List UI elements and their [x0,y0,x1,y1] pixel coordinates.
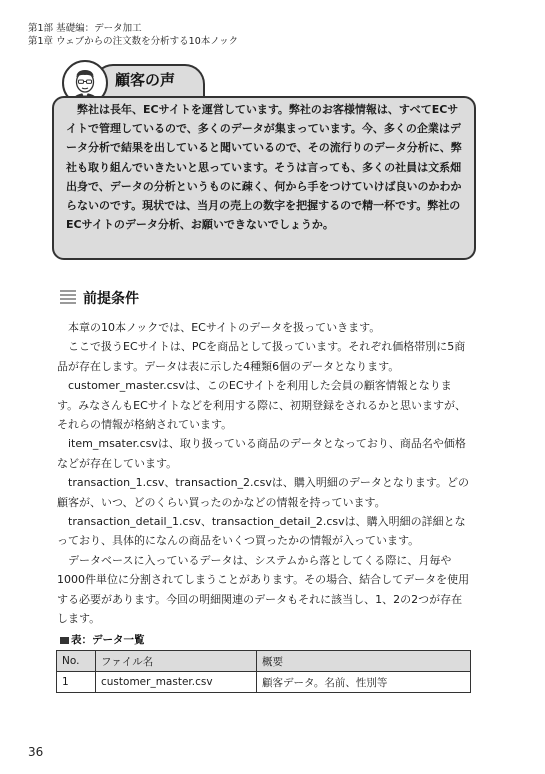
body-paragraph: item_msater.csvは、取り扱っている商品のデータとなっており、商品名や価格などが存在しています。 [57,437,466,470]
body-paragraph: ここで扱うECサイトは、PCを商品として扱っています。それぞれ価格帯別に5商品が存在します。データは表に示した4種類6個のデータとなります。 [57,340,466,373]
body-paragraph: transaction_detail_1.csv、transaction_detail_2.csvは、購入明細の詳細となっており、具体的になんの商品をいくつ買ったかの情報が入っています。 [57,515,466,548]
section-title: 前提条件 [83,291,139,307]
chapter-heading: 第1章 ウェブからの注文数を分析する10本ノック [28,36,239,47]
part-heading: 第1部 基礎編：データ加工 [28,23,142,34]
caption-marker-icon [60,637,69,644]
table-header-row [57,651,471,672]
section-heading-icon [60,290,76,308]
cell-filename: customer_master.csv [96,672,257,693]
cell-summary: 顧客データ。名前、性別等 [257,672,471,693]
customer-voice-paragraph: 弊社は長年、ECサイトを運営しています。弊社のお客様情報は、すべてECサイトで管理しているので、多くのデータが集まっています。今、多くの企業はデータ分析で結果を出していると聞いているので、その流行りのデータ分析に、弊社も取り組んでいきたいと思っています。そうは言っても、多くの社員は文系畑出身で、データの分析というものに疎く、何から手をつけていけば良いのかわからないのです。現状では、当月の売上の数字を把握するので精一杯です。弊社のECサイトのデータ分析、お願いできないでしょうか。 [66,103,462,232]
table-caption [60,632,145,647]
column-header-filename: ファイル名 [96,651,257,672]
section-body [57,318,471,629]
column-header-summary: 概要 [257,651,471,672]
table-row [57,672,471,693]
body-paragraph: transaction_1.csv、transaction_2.csvは、購入明細のデータとなります。どの顧客が、いつ、どのくらい買ったのかなどの情報を持っています。 [57,476,469,509]
body-paragraph: データベースに入っているデータは、システムから落としてくる際に、月毎や1000件単位に分割されてしまうことがあります。その場合、結合してデータを使用する必要があります。今回の明細関連のデータもそれに該当し、1、2の2つが存在します。 [57,553,470,626]
customer-voice-text [66,100,466,234]
cell-no: 1 [57,672,96,693]
page-number: 36 [28,745,44,759]
body-paragraph: 本章の10本ノックでは、ECサイトのデータを扱っていきます。 [57,321,381,334]
table-caption-text: 表：データ一覧 [71,634,145,646]
column-header-no: No. [57,651,96,672]
data-list-table [56,650,471,693]
customer-voice-title: 顧客の声 [115,71,176,89]
body-paragraph: customer_master.csvは、このECサイトを利用した会員の顧客情報となります。みなさんもECサイトなどを利用する際に、初期登録をされるかと思いますが、それらの情報が格納されています。 [57,379,466,432]
